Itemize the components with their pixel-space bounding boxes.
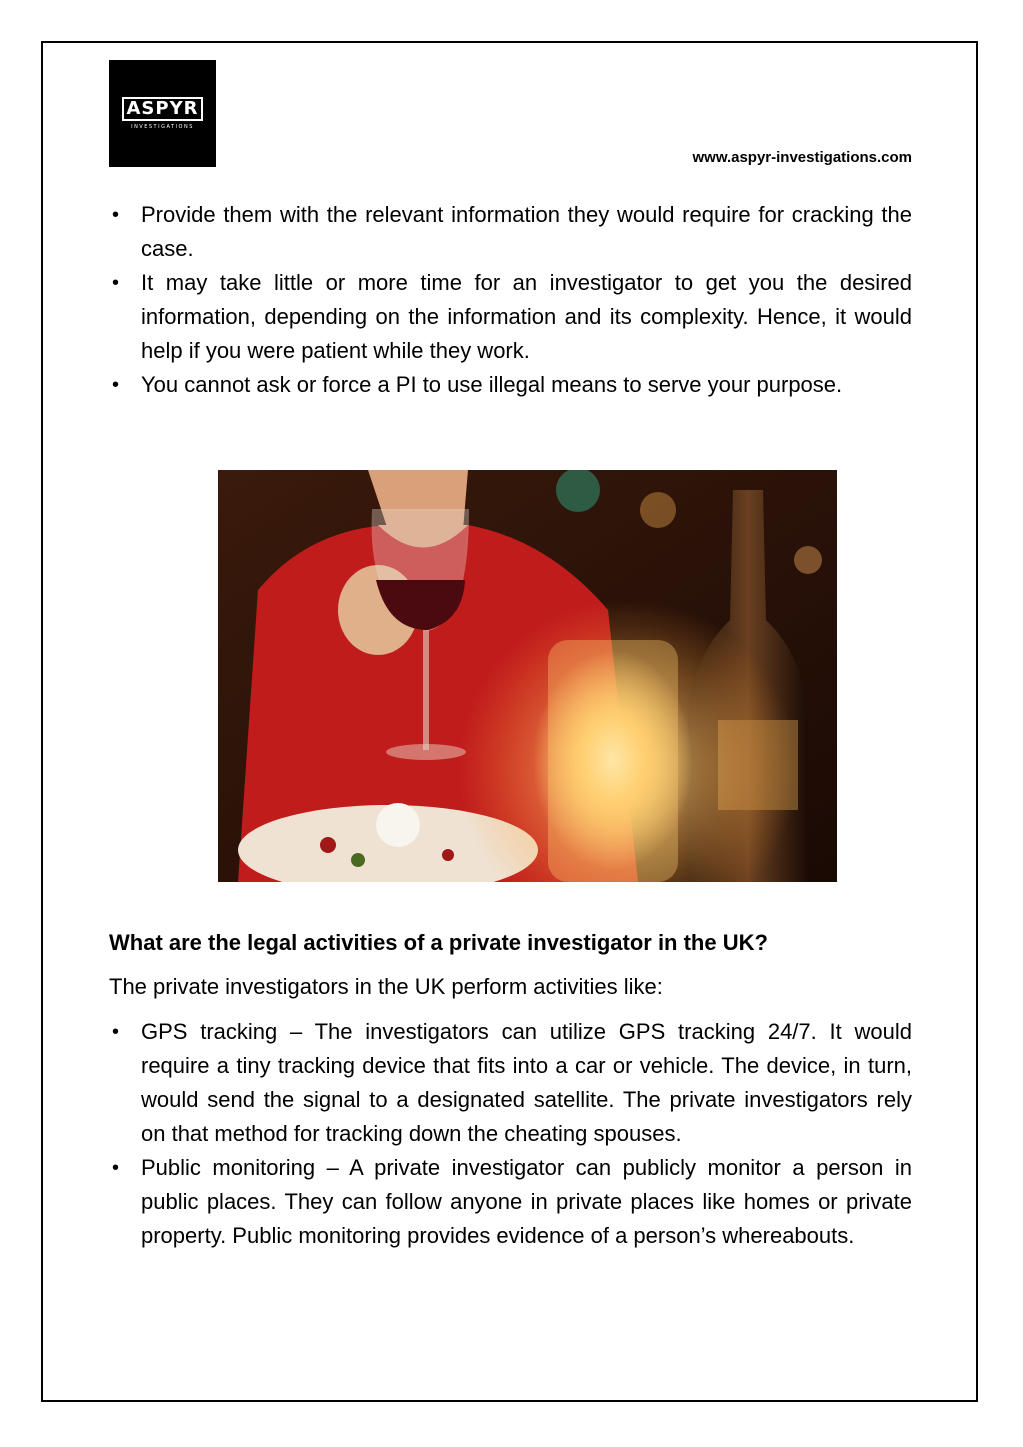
section-heading: What are the legal activities of a private investigator in the UK? [109, 930, 768, 955]
bullet-icon: • [112, 1021, 120, 1043]
bullet-icon: • [112, 1157, 120, 1179]
tips-list [109, 198, 912, 402]
bullet-icon: • [112, 204, 120, 226]
list-item: • You cannot ask or force a PI to use illegal means to serve your purpose. [109, 368, 912, 402]
logo-wordmark: ASPYR [122, 97, 204, 121]
photo-woman-with-wine [218, 470, 837, 882]
list-item: • Provide them with the relevant information they would require for cracking the case. [109, 198, 912, 266]
website-url: www.aspyr-investigations.com [692, 149, 912, 166]
bullet-icon: • [112, 272, 120, 294]
bullet-icon: • [112, 374, 120, 396]
list-item: • Public monitoring – A private investigator can publicly monitor a person in public places. They can follow anyone in private places like homes or private property. Public monitoring provides evidence of a person’s whereabouts. [109, 1151, 912, 1253]
aspyr-logo [109, 60, 216, 167]
logo-subtitle: INVESTIGATIONS [131, 124, 194, 130]
list-item: • It may take little or more time for an investigator to get you the desired information, depending on the information and its complexity. Hence, it would help if you were patient while they work. [109, 266, 912, 368]
section-intro: The private investigators in the UK perform activities like: [109, 974, 663, 999]
activities-list [109, 1015, 912, 1253]
list-item: • GPS tracking – The investigators can utilize GPS tracking 24/7. It would require a tiny tracking device that fits into a car or vehicle. The device, in turn, would send the signal to a designated satellite. The private investigators rely on that method for tracking down the cheating spouses. [109, 1015, 912, 1151]
